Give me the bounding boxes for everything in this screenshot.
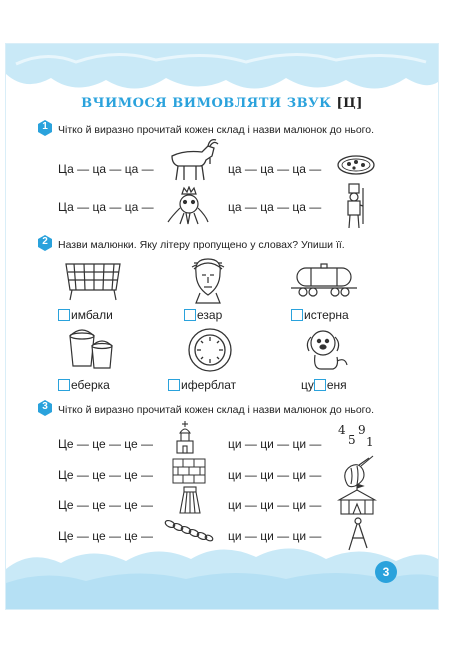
letter-box[interactable] [314, 379, 326, 391]
task-1-number: 1 [42, 121, 48, 132]
task-3-instruction: Чітко й виразно прочитай кожен склад і назви малюнок до нього. [58, 404, 375, 416]
workbook-page [5, 43, 439, 610]
word-brick [58, 378, 110, 392]
letter-box[interactable] [58, 309, 70, 321]
task-1-row-1-right: ца — ца — ца — [228, 162, 322, 176]
task-3-row-1-left: Це — це — це — [58, 437, 154, 451]
letter-box[interactable] [291, 309, 303, 321]
word-puppy [301, 378, 347, 392]
task-3-row-4-right: ци — ци — ци — [228, 529, 322, 543]
task-3-row-1-right: ци — ци — ци — [228, 437, 322, 451]
title-sound: [Ц] [336, 96, 363, 111]
skirt-picture [178, 485, 202, 517]
word-dial-text: иферблат [181, 378, 237, 392]
dial-picture [187, 327, 233, 373]
brick-wall-picture [172, 458, 206, 484]
buckets-picture [64, 328, 116, 372]
task-1-row-2-right: ца — ца — ца — [228, 200, 322, 214]
task-3-row-4-left: Це — це — це — [58, 529, 154, 543]
digit: 4 [338, 423, 346, 437]
bottom-cloud-border [6, 539, 438, 609]
task-1-badge [37, 120, 53, 136]
task-2-badge [37, 235, 53, 251]
page-title [6, 96, 438, 111]
word-cymbals [58, 308, 113, 322]
task-2-instruction: Назви малюнки. Яку літеру пропущено у словах? Упиши її. [58, 239, 345, 251]
caesar-picture [186, 255, 230, 305]
digit: 5 [348, 433, 356, 447]
top-cloud-border [6, 44, 438, 100]
puppy-picture [303, 327, 351, 373]
page-number: 3 [375, 561, 397, 583]
word-puppy-text: еня [326, 378, 347, 392]
word-tank [291, 308, 349, 322]
onion-picture [339, 454, 377, 488]
tsar-frog-picture [166, 186, 210, 226]
task-3-row-2-left: Це — це — це — [58, 468, 154, 482]
circus-tent-picture [337, 484, 377, 516]
digit: 9 [358, 423, 366, 437]
word-cymbals-text: имбали [71, 308, 113, 322]
word-brick-text: еберка [71, 378, 110, 392]
word-puppy-prefix: цу [301, 378, 314, 392]
word-dial [168, 378, 236, 392]
goat-picture [164, 136, 220, 182]
task-2-number: 2 [42, 236, 48, 247]
task-3-badge [37, 400, 53, 416]
word-caesar-text: езар [197, 308, 223, 322]
digit: 1 [366, 435, 374, 449]
word-tank-text: истерна [304, 308, 349, 322]
word-caesar [184, 308, 222, 322]
compass-picture [343, 516, 373, 552]
letter-box[interactable] [168, 379, 180, 391]
task-1-row-1-left: Ца — ца — ца — [58, 162, 154, 176]
letter-box[interactable] [184, 309, 196, 321]
soldier-picture [339, 182, 369, 230]
task-3-row-2-right: ци — ци — ци — [228, 468, 322, 482]
tank-car-picture [289, 262, 359, 298]
task-1-instruction: Чітко й виразно прочитай кожен склад і назви малюнок до нього. [58, 124, 375, 136]
task-3-row-3-left: Це — це — це — [58, 498, 154, 512]
chain-picture [164, 518, 214, 542]
task-3-row-3-right: ци — ци — ци — [228, 498, 322, 512]
digits-picture [336, 422, 376, 454]
pizza-picture [336, 154, 376, 176]
title-text: ВЧИМОСЯ ВИМОВЛЯТИ ЗВУК [81, 96, 332, 111]
letter-box[interactable] [58, 379, 70, 391]
cymbals-picture [62, 258, 124, 302]
task-3-number: 3 [42, 401, 48, 412]
task-1-row-2-left: Ца — ца — ца — [58, 200, 154, 214]
church-picture [174, 421, 196, 455]
